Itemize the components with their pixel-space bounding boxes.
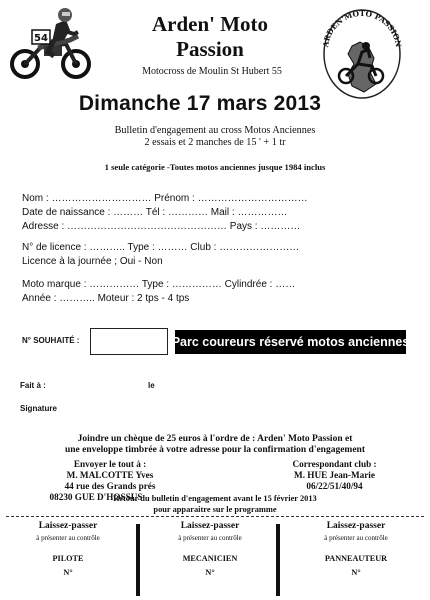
pass-title: Laissez-passer [326,521,386,531]
motocross-rider-logo [8,6,96,82]
pass-subtitle: à présenter au contrôle [36,534,100,542]
send-street: 44 rue des Grands prés [64,481,156,491]
pass-role: MECANICIEN [182,554,238,563]
payment-line2: une enveloppe timbrée à votre adresse pour la confirmation d'engagement [64,445,365,455]
send-city: 08230 GUE D'HOSSUS [49,492,143,502]
wished-number-input[interactable] [90,328,168,355]
bulletin-line2: 2 essais et 2 manches de 15 ' + 1 tr [144,137,286,148]
signed-at-label: Fait à : [20,381,46,390]
pass-number: N° [63,568,73,577]
field-birthdate-phone-mail[interactable]: Date de naissance : ……… Tél : ………… Mail : …………… [22,207,288,218]
pass-divider [276,524,280,596]
contact-name: M. HUE Jean-Marie [294,470,375,480]
contact-title: Correspondant club : [292,459,377,469]
pass-role: PILOTE [52,554,84,563]
category-note: 1 seule catégorie -Toutes motos anciennes jusque 1984 inclus [104,162,326,172]
wished-number-label: N° SOUHAITÉ : [22,336,80,345]
logo-arc-text: ARDEN'MOTO PASSION [321,8,403,48]
contact-phone: 06/22/51/40/94 [306,481,363,491]
arden-moto-passion-logo [318,6,406,102]
field-year-engine[interactable]: Année : ……….. Moteur : 2 tps - 4 tps [22,293,190,304]
field-day-license[interactable]: Licence à la journée ; Oui - Non [22,256,163,267]
rider-number: 54 [34,33,48,44]
club-title-line1: Arden' Moto [151,12,269,36]
payment-line1: Joindre un chèque de 25 euros à l'ordre de : Arden' Moto Passion et [77,434,353,444]
signed-on-label: le [148,381,155,390]
field-name-firstname[interactable]: Nom : ………………………… Prénom : …………………………… [22,193,308,204]
event-subtitle: Motocross de Moulin St Hubert 55 [142,66,282,77]
pass-mechanic [150,521,270,577]
pass-role: PANNEAUTEUR [324,554,388,563]
event-date: Dimanche 17 mars 2013 [78,92,322,115]
signature-label: Signature [20,404,57,413]
send-title: Envoyer le tout à : [73,459,147,469]
paddock-banner: Parc coureurs réservé motos anciennes [175,330,406,354]
pass-subtitle: à présenter au contrôle [324,534,388,542]
pass-number: N° [205,568,215,577]
program-note: pour apparaitre sur le programme [153,505,277,514]
field-bike-brand-type-cc[interactable]: Moto marque : …………… Type : …………… Cylindrée : …… [22,279,296,290]
pass-number: N° [351,568,361,577]
pass-pilot [8,521,128,577]
club-title-line2: Passion [176,37,244,61]
send-name: M. MALCOTTE Yves [66,470,154,480]
pass-board-holder [296,521,416,577]
field-license-type-club[interactable]: N° de licence : ……….. Type : ……… Club : …………………… [22,242,300,253]
pass-subtitle: à présenter au contrôle [178,534,242,542]
field-address-country[interactable]: Adresse : ………………………………………… Pays : ………… [22,221,301,232]
cut-line [6,516,424,517]
pass-title: Laissez-passer [180,521,240,531]
return-deadline: Retour du bulletin d'engagement avant le 15 février 2013 [113,494,317,503]
pass-divider [136,524,140,596]
bulletin-line1: Bulletin d'engagement au cross Motos Anciennes [114,125,316,136]
pass-title: Laissez-passer [38,521,98,531]
